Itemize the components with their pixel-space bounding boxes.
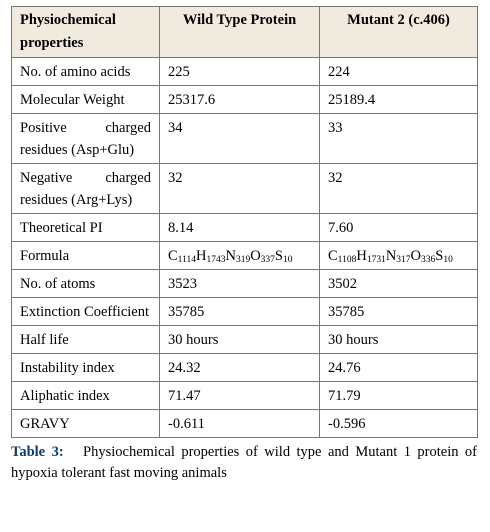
table-row [12, 114, 478, 164]
mutant-value: 33 [320, 114, 478, 164]
table-row [12, 164, 478, 214]
table-row [12, 354, 478, 382]
mutant-value: 7.60 [320, 214, 478, 242]
caption-label: Table 3: [11, 444, 77, 460]
property-label: Instability index [12, 354, 160, 382]
table-body [12, 58, 478, 438]
header-row [12, 7, 478, 58]
property-label: Extinction Coefficient [12, 298, 160, 326]
wild-value: 32 [160, 164, 320, 214]
property-label: Aliphatic index [12, 382, 160, 410]
properties-table [11, 6, 478, 438]
header-wild-type: Wild Type Protein [160, 7, 320, 58]
wild-value: 30 hours [160, 326, 320, 354]
table-row [12, 326, 478, 354]
mutant-value: 3502 [320, 270, 478, 298]
property-label: Positive charged residues (Asp+Glu) [12, 114, 160, 164]
wild-value: 25317.6 [160, 86, 320, 114]
wild-value: 35785 [160, 298, 320, 326]
header-properties: Physiochemical properties [12, 7, 160, 58]
table-row [12, 242, 478, 270]
mutant-value: 71.79 [320, 382, 478, 410]
property-label: Negative charged residues (Arg+Lys) [12, 164, 160, 214]
mutant-value: 25189.4 [320, 86, 478, 114]
table-row [12, 382, 478, 410]
mutant-value: 35785 [320, 298, 478, 326]
wild-value: 71.47 [160, 382, 320, 410]
table-row [12, 86, 478, 114]
property-label: GRAVY [12, 410, 160, 438]
caption-text: Physiochemical properties of wild type and Mutant 1 protein of hypoxia tolerant fast moving animals [11, 444, 478, 481]
property-label: Formula [12, 242, 160, 270]
mutant-formula: $C_{1108}H_{1731}N_{317}O_{336}S_{10}$ [320, 242, 478, 270]
wild-value: 24.32 [160, 354, 320, 382]
mutant-value: 32 [320, 164, 478, 214]
wild-formula: $C_{1114}H_{1743}N_{319}O_{337}S_{10}$ [160, 242, 320, 270]
wild-value: 34 [160, 114, 320, 164]
property-label: Molecular Weight [12, 86, 160, 114]
mutant-value: -0.596 [320, 410, 478, 438]
table-row [12, 58, 478, 86]
document [11, 6, 477, 484]
wild-value: 3523 [160, 270, 320, 298]
table-header [12, 7, 478, 58]
table-row [12, 298, 478, 326]
table-caption [11, 442, 477, 484]
table-row [12, 214, 478, 242]
wild-value: 225 [160, 58, 320, 86]
wild-value: 8.14 [160, 214, 320, 242]
property-label: Theoretical PI [12, 214, 160, 242]
mutant-value: 24.76 [320, 354, 478, 382]
property-label: No. of atoms [12, 270, 160, 298]
table-row [12, 410, 478, 438]
wild-value: -0.611 [160, 410, 320, 438]
property-label: Half life [12, 326, 160, 354]
mutant-value: 224 [320, 58, 478, 86]
header-mutant: Mutant 2 (c.406) [320, 7, 478, 58]
property-label: No. of amino acids [12, 58, 160, 86]
mutant-value: 30 hours [320, 326, 478, 354]
table-row [12, 270, 478, 298]
